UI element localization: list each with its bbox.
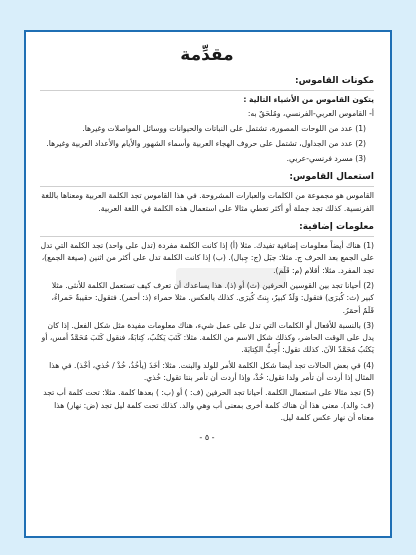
info-item: (4) في بعض الحالات تجد أيضا شكل الكلمة للأمر للولد والبنت. مثلا: أخَذَ (يأخُذُ، خُذْ / خُذي، أخْذ). في هذا المثال إذا أردت أن تأمر ولدا تقول: خُذْ، وإذا أردت أن تأمر بنتا تقول: خُذي. bbox=[49, 360, 374, 383]
info-item: (1) هناك أيضاً معلومات إضافية تفيدك. مثلا (أ) إذا كانت الكلمة مفردة (تدل على واحد) تجد الكلمة التي تدل على الجمع بعد الحرف ج. مثلا: جبَل (ج: جِبال). (ب) إذا كانت الكلمة تدل على أكثر من اثنين (صيغة الجمع)، تجد المفرد. مثلا: أقلام (م: قَلَم). bbox=[40, 241, 374, 275]
list-item: (1) عدد من اللوحات المصورة، تشتمل على النباتات والحيوانات ووسائل المواصلات وغيرها. bbox=[82, 123, 366, 133]
components-list bbox=[40, 123, 374, 166]
section-heading-usage: استعمال القاموس: bbox=[40, 171, 374, 187]
usage-paragraph: القاموس هو مجموعة من الكلمات والعبارات المشروحة. في هذا القاموس تجد الكلمة العربية ومعناها باللغة الفرنسية. كذلك تجد جملة أو أكثر تعطي مثالا على استعمال هذه الكلمة في اللغة العربية. bbox=[41, 191, 374, 213]
info-item: (3) بالنسبة للأفعال أو الكلمات التي تدل على عمل شيء، هناك معلومات مفيدة مثل شكل الفعل. إذا كان يدل على الوقت الحاضر، وكذلك شكل الاسم من الكلمة. مثلا: كَتَبَ يَكتُبُ، كِتابَةٌ، فنقول كَتَبَ مُحَمَّدٌ أمس، أو يَكتُبُ مُحَمَّدٌ الآنَ. كذلك تقول: أُحِبُّ الكِتابَةَ. bbox=[41, 320, 374, 355]
page-number: - ٥ - bbox=[199, 433, 215, 443]
section-heading-additional-info: معلومات إضافية: bbox=[40, 221, 374, 237]
watermark-stamp bbox=[176, 268, 286, 288]
list-item-a: أ- القاموس العربي-الفرنسي، ومُلحَقٌ به: bbox=[247, 109, 374, 119]
section-heading-components: مكونات القاموس: bbox=[40, 75, 374, 91]
list-item: (3) مسرد فرنسي-عربي. bbox=[286, 154, 366, 164]
info-item: (2) أحيانا تجد بين القوسين الحرفين (ث) أو (ذ). هذا يساعدك أن تعرف كيف تستعمل الكلمة للأنثى. مثلا كبير (ث: كُبرَى) فتقول: وَلَدٌ كبيرٌ، بِنتٌ كُبرَى. كذلك بالعكس. مثلا حمراء (ذ: أحمر). فتقول: حقيبةٌ حَمراءُ، قَلَمٌ أحمَرُ. bbox=[51, 280, 374, 315]
list-item: (2) عدد من الجداول، تشتمل على حروف الهجاء العربية وأسماء الشهور والأيام والأعداد العربية وغيرها. bbox=[46, 138, 366, 148]
section-subheading-components: يتكون القاموس من الأشياء التالية : bbox=[243, 95, 374, 104]
info-item: (5) تجد مثالا على استعمال الكلمة. أحيانا تجد الحرفين (ف: ) أو (ب: ) بعدها كلمة. مثلا: تحت كلمة أب تجد (ف: والد). معنى هذا أن هناك كلمة أخرى بمعنى أب وهي والد. كذلك تحت كلمة ليل تجد (ض: نهار) هذا معناه أن نهار عكس كلمة ليل. bbox=[43, 388, 374, 422]
dictionary-introduction-page bbox=[24, 30, 392, 538]
page-title: مقدِّمة bbox=[180, 45, 234, 65]
